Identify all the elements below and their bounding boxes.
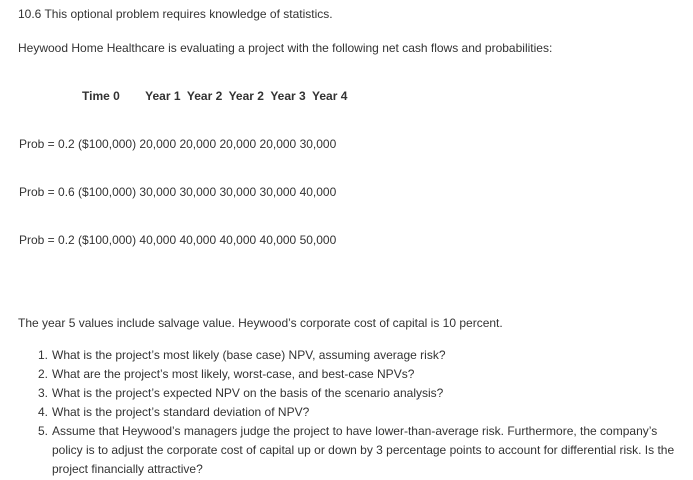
table-row: Prob = 0.6 ($100,000) 30,000 30,000 30,000 30,000 40,000 — [19, 185, 337, 199]
question-number: 4. — [38, 405, 49, 419]
list-item — [38, 403, 678, 422]
question-text: Assume that Heywood’s managers judge the project to have lower-than-average risk. Furthermore, the company’s policy is to adjust the corporate cost of capital up or down by 3 percentage points to account for differential risk. Is the project financially attractive? — [52, 424, 675, 476]
list-item — [38, 422, 678, 479]
header-time-0: Time 0 — [82, 89, 120, 103]
question-text: What is the project’s expected NPV on the basis of the scenario analysis? — [52, 386, 444, 400]
question-number: 5. — [38, 424, 49, 438]
question-number: 1. — [38, 348, 49, 362]
question-number: 3. — [38, 386, 49, 400]
list-item — [38, 384, 678, 403]
list-item — [38, 346, 678, 365]
header-year-2: Year 2 — [186, 89, 223, 103]
salvage-note: The year 5 values include salvage value. Heywood’s corporate cost of capital is 10 percent. — [18, 316, 503, 330]
list-item — [38, 365, 678, 384]
header-year-4: Year 4 — [312, 89, 348, 103]
header-year-2b: Year 2 — [228, 89, 264, 103]
table-row: Prob = 0.2 ($100,000) 40,000 40,000 40,000 40,000 50,000 — [19, 233, 337, 247]
question-text: What is the project’s standard deviation of NPV? — [52, 405, 310, 419]
question-list — [38, 346, 678, 479]
question-text: What is the project’s most likely (base case) NPV, assuming average risk? — [52, 348, 446, 362]
table-header — [82, 89, 350, 103]
question-text: What are the project’s most likely, worst-case, and best-case NPVs? — [52, 367, 415, 381]
header-year-3: Year 3 — [270, 89, 306, 103]
table-row: Prob = 0.2 ($100,000) 20,000 20,000 20,000 20,000 30,000 — [19, 137, 337, 151]
problem-heading: 10.6 This optional problem requires knowledge of statistics. — [18, 7, 333, 21]
intro-text: Heywood Home Healthcare is evaluating a project with the following net cash flows and probabilities: — [18, 41, 553, 55]
header-year-1: Year 1 — [145, 89, 181, 103]
question-number: 2. — [38, 367, 49, 381]
